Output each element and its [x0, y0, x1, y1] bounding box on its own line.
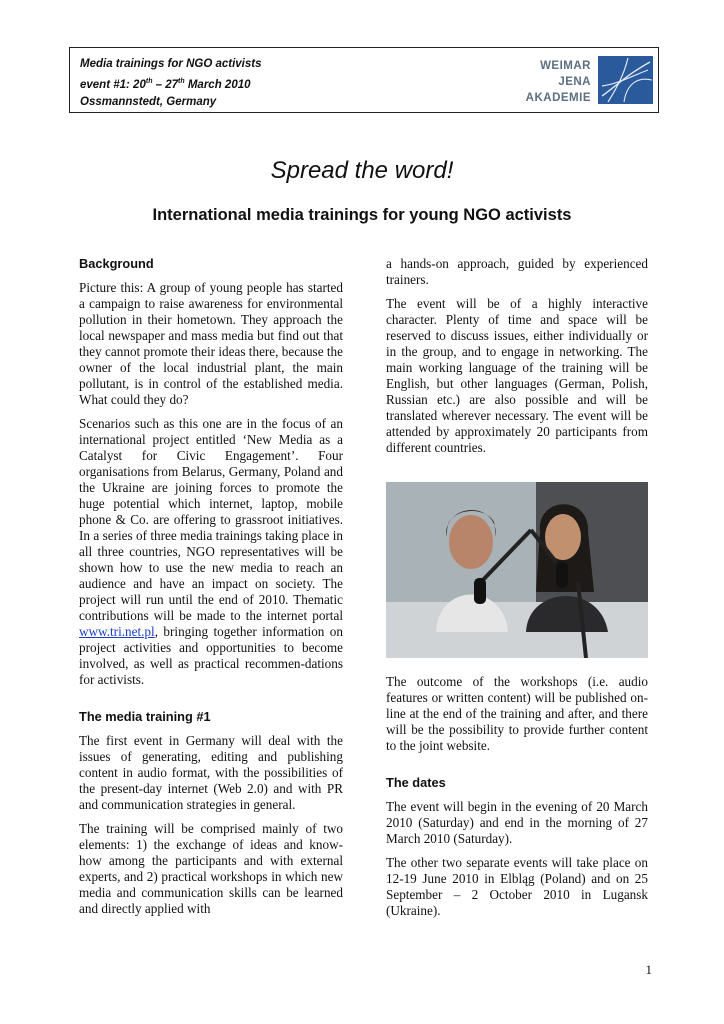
- logo-line-weimar: WEIMAR: [540, 60, 591, 72]
- right-paragraph-2: The event will be of a highly interactive character. Plenty of time and space will be reserved to discuss issues, either individually or in the group, and to engage in networking. The main working language of the training will be English, but other languages (German, Polish, Russian etc.) are also possible and will be translated wherever necessary. The event will be attended by approximately 20 participants from different countries.: [386, 296, 648, 455]
- header-sup-2: th: [178, 78, 185, 85]
- header-line-2: [80, 73, 261, 94]
- logo-line-jena: JENA: [558, 76, 591, 88]
- header-date-end: – 27: [152, 78, 179, 91]
- page-number: 1: [645, 962, 652, 977]
- dates-paragraph-1: The event will begin in the evening of 20 March 2010 (Saturday) and end in the morning of 27 March 2010 (Saturday).: [386, 799, 648, 846]
- akademie-logo: [503, 56, 653, 108]
- header-date-month: March 2010: [184, 78, 251, 91]
- right-column: [386, 256, 648, 927]
- document-header: [69, 47, 659, 113]
- background-paragraph-2: [79, 416, 343, 688]
- media-training-paragraph-2: The training will be comprised mainly of two elements: 1) the exchange of ideas and know-how among the participants and with external experts, and 2) practical workshops in which new media and communication skills can be learned and directly applied with: [79, 821, 343, 916]
- logo-mark-icon: [598, 56, 653, 104]
- background-paragraph-1: Picture this: A group of young people has started a campaign to raise awareness for environmental pollution in their hometown. They approach the local newspaper and mass media but find out that they cannot promote their ideas there, because the owner of the local industrial plant, the main pollutant, is in control of the established media. What could they do?: [79, 280, 343, 407]
- background-p2-text: Scenarios such as this one are in the focus of an international project entitled ‘New Media as a Catalyst for Civic Engagement’. Four organisations from Belarus, Germany, Poland and the Ukraine are joining forces to promote the huge potential which internet, laptop, mobile phone & Co. are offering to grassroot initiatives. In a series of three media trainings taking place in all three countries, NGO representatives will be shown how to use the new media to reach an audience and have an impact on society. The project will run until the end of 2010. Thematic contributions will be made to the internet portal: [79, 416, 343, 623]
- header-line-3: Ossmannstedt, Germany: [80, 95, 217, 108]
- section-heading-dates: The dates: [386, 775, 446, 790]
- left-column: [79, 256, 343, 925]
- document-subtitle: International media trainings for young NGO activists: [152, 206, 572, 224]
- radio-studio-photo: [386, 482, 648, 658]
- dates-paragraph-2: The other two separate events will take place on 12-19 June 2010 in Elbląg (Poland) and on 25 September – 2 October 2010 in Lugansk (Ukraine).: [386, 855, 648, 918]
- document-title: Spread the word!: [270, 157, 454, 184]
- header-line-1: Media trainings for NGO activists: [80, 58, 262, 70]
- section-heading-media-training: The media training #1: [79, 709, 211, 724]
- background-p2-tail: , bringing together information on project activities and opportunities to become involved, as well as practical recommen-dations for activists.: [79, 624, 343, 687]
- header-event-info: [80, 56, 261, 111]
- logo-line-akademie: AKADEMIE: [525, 92, 591, 104]
- logo-text: [526, 58, 591, 106]
- media-training-paragraph-1: The first event in Germany will deal with the issues of generating, editing and publishing content in audio format, with the possibilities of the present-day internet (Web 2.0) and with PR and communication strategies in general.: [79, 733, 343, 812]
- right-paragraph-3: The outcome of the workshops (i.e. audio features or written content) will be published on-line at the end of the training and after, and there will be the possibility to provide further content to the joint website.: [386, 674, 648, 753]
- section-heading-background: Background: [79, 256, 154, 271]
- header-sup-1: th: [145, 78, 153, 85]
- tri-net-link[interactable]: www.tri.net.pl: [79, 624, 155, 639]
- header-date-start: event #1: 20: [80, 78, 146, 91]
- right-paragraph-1: a hands-on approach, guided by experienced trainers.: [386, 256, 648, 287]
- photo-illustration: [386, 482, 648, 658]
